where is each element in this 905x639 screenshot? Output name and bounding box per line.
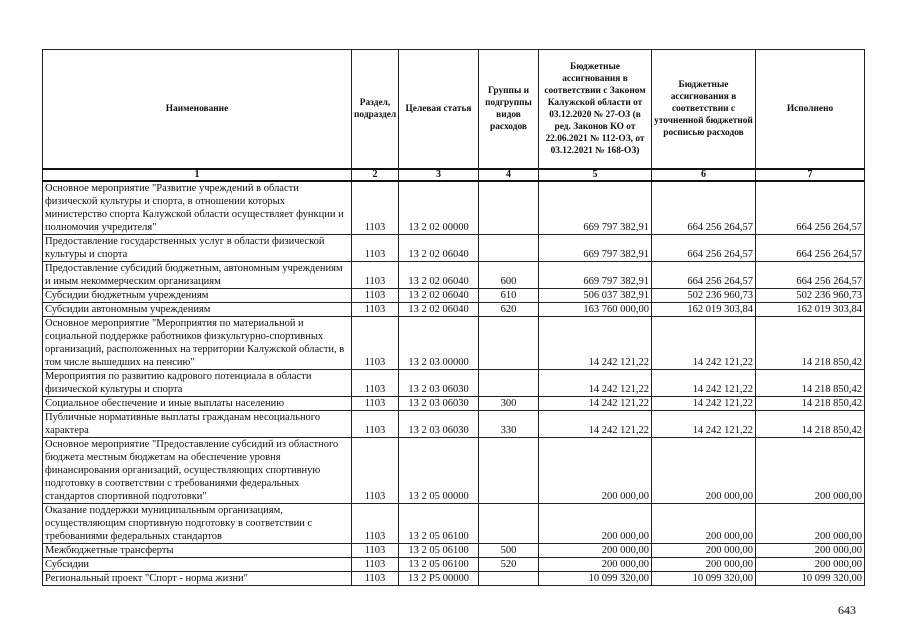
row-section: 1103 (352, 317, 399, 370)
row-law: 14 242 121,22 (539, 411, 652, 438)
table-row (43, 262, 865, 289)
row-group (479, 370, 539, 397)
row-group (479, 572, 539, 586)
table-row (43, 181, 865, 235)
row-group (479, 235, 539, 262)
row-target: 13 2 05 06100 (399, 558, 479, 572)
row-refined: 200 000,00 (652, 544, 756, 558)
row-executed: 200 000,00 (756, 438, 865, 504)
row-section: 1103 (352, 262, 399, 289)
row-group: 500 (479, 544, 539, 558)
row-target: 13 2 P5 00000 (399, 572, 479, 586)
row-name: Оказание поддержки муниципальным организациям, осуществляющим спортивную подготовку в соответствии с требованиями федеральных стандартов (43, 504, 352, 544)
row-target: 13 2 03 06030 (399, 397, 479, 411)
row-name: Основное мероприятие "Мероприятия по материальной и социальной поддержке работников физкультурно-спортивных организаций, расположенных на территории Калужской области, в том числе вышедших на пенсию" (43, 317, 352, 370)
header-section: Раздел, подраздел (352, 50, 399, 170)
row-group: 300 (479, 397, 539, 411)
row-group: 600 (479, 262, 539, 289)
table-row (43, 504, 865, 544)
row-executed: 200 000,00 (756, 558, 865, 572)
row-executed: 200 000,00 (756, 504, 865, 544)
row-target: 13 2 02 06040 (399, 303, 479, 317)
row-law: 200 000,00 (539, 504, 652, 544)
row-target: 13 2 05 06100 (399, 544, 479, 558)
row-name: Мероприятия по развитию кадрового потенциала в области физической культуры и спорта (43, 370, 352, 397)
page-number: 643 (838, 603, 856, 617)
row-refined: 200 000,00 (652, 558, 756, 572)
table-row (43, 397, 865, 411)
row-law: 14 242 121,22 (539, 317, 652, 370)
row-name: Основное мероприятие "Предоставление субсидий из областного бюджета местным бюджетам на обеспечение уровня финансирования организаций, осуществляющих спортивную подготовку в соответствии с требованиями федеральных стандартов спортивной подготовки" (43, 438, 352, 504)
row-executed: 10 099 320,00 (756, 572, 865, 586)
column-number: 2 (352, 169, 399, 181)
row-name: Субсидии (43, 558, 352, 572)
row-name: Социальное обеспечение и иные выплаты населению (43, 397, 352, 411)
column-number: 1 (43, 169, 352, 181)
row-name: Межбюджетные трансферты (43, 544, 352, 558)
table-row (43, 438, 865, 504)
table-row (43, 303, 865, 317)
row-law: 10 099 320,00 (539, 572, 652, 586)
column-number: 7 (756, 169, 865, 181)
row-executed: 14 218 850,42 (756, 317, 865, 370)
table-row (43, 370, 865, 397)
row-law: 669 797 382,91 (539, 235, 652, 262)
header-name: Наименование (43, 50, 352, 170)
row-target: 13 2 03 06030 (399, 411, 479, 438)
row-group: 610 (479, 289, 539, 303)
row-group (479, 181, 539, 235)
row-target: 13 2 05 00000 (399, 438, 479, 504)
row-name: Основное мероприятие "Развитие учреждений в области физической культуры и спорта, в отношении которых министерство спорта Калужской области осуществляет функции и полномочия учредителя" (43, 181, 352, 235)
table-row (43, 544, 865, 558)
row-section: 1103 (352, 558, 399, 572)
table-body (43, 181, 865, 586)
row-section: 1103 (352, 181, 399, 235)
header-refined: Бюджетные ассигнования в соответствии с уточненной бюджетной росписью расходов (652, 50, 756, 170)
row-refined: 664 256 264,57 (652, 181, 756, 235)
row-name: Предоставление субсидий бюджетным, автономным учреждениям и иным некоммерческим организациям (43, 262, 352, 289)
row-group (479, 438, 539, 504)
row-refined: 14 242 121,22 (652, 411, 756, 438)
row-law: 200 000,00 (539, 544, 652, 558)
table-row (43, 235, 865, 262)
header-target: Целевая статья (399, 50, 479, 170)
row-target: 13 2 03 00000 (399, 317, 479, 370)
row-executed: 664 256 264,57 (756, 181, 865, 235)
table-row (43, 558, 865, 572)
row-refined: 14 242 121,22 (652, 317, 756, 370)
column-number-row (43, 169, 865, 181)
row-group: 520 (479, 558, 539, 572)
row-target: 13 2 03 06030 (399, 370, 479, 397)
row-section: 1103 (352, 397, 399, 411)
row-law: 14 242 121,22 (539, 397, 652, 411)
budget-table (42, 49, 865, 586)
row-target: 13 2 02 06040 (399, 262, 479, 289)
row-group (479, 317, 539, 370)
row-target: 13 2 05 06100 (399, 504, 479, 544)
row-executed: 200 000,00 (756, 544, 865, 558)
row-refined: 162 019 303,84 (652, 303, 756, 317)
row-section: 1103 (352, 438, 399, 504)
row-refined: 664 256 264,57 (652, 262, 756, 289)
row-section: 1103 (352, 411, 399, 438)
row-refined: 502 236 960,73 (652, 289, 756, 303)
column-number: 4 (479, 169, 539, 181)
row-executed: 14 218 850,42 (756, 397, 865, 411)
row-target: 13 2 02 00000 (399, 181, 479, 235)
column-number: 3 (399, 169, 479, 181)
row-name: Субсидии бюджетным учреждениям (43, 289, 352, 303)
table-row (43, 572, 865, 586)
row-name: Региональный проект "Спорт - норма жизни" (43, 572, 352, 586)
row-name: Предоставление государственных услуг в области физической культуры и спорта (43, 235, 352, 262)
row-refined: 200 000,00 (652, 438, 756, 504)
row-section: 1103 (352, 235, 399, 262)
header-groups: Группы и подгруппы видов расходов (479, 50, 539, 170)
row-executed: 502 236 960,73 (756, 289, 865, 303)
row-law: 669 797 382,91 (539, 262, 652, 289)
row-section: 1103 (352, 572, 399, 586)
table-row (43, 289, 865, 303)
row-law: 200 000,00 (539, 438, 652, 504)
row-law: 14 242 121,22 (539, 370, 652, 397)
header-law: Бюджетные ассигнования в соответствии с Законом Калужской области от 03.12.2020 № 27-ОЗ (в ред. Законов КО от 22.06.2021 № 112-ОЗ, от 03.12.2021 № 168-ОЗ) (539, 50, 652, 170)
row-name: Публичные нормативные выплаты гражданам несоциального характера (43, 411, 352, 438)
table-row (43, 317, 865, 370)
row-refined: 664 256 264,57 (652, 235, 756, 262)
row-section: 1103 (352, 544, 399, 558)
column-number: 6 (652, 169, 756, 181)
header-executed: Исполнено (756, 50, 865, 170)
row-refined: 10 099 320,00 (652, 572, 756, 586)
column-number: 5 (539, 169, 652, 181)
row-law: 669 797 382,91 (539, 181, 652, 235)
row-executed: 14 218 850,42 (756, 370, 865, 397)
row-target: 13 2 02 06040 (399, 235, 479, 262)
row-name: Субсидии автономным учреждениям (43, 303, 352, 317)
row-executed: 664 256 264,57 (756, 235, 865, 262)
row-refined: 14 242 121,22 (652, 370, 756, 397)
row-law: 163 760 000,00 (539, 303, 652, 317)
row-group (479, 504, 539, 544)
row-refined: 14 242 121,22 (652, 397, 756, 411)
row-target: 13 2 02 06040 (399, 289, 479, 303)
row-executed: 162 019 303,84 (756, 303, 865, 317)
row-law: 506 037 382,91 (539, 289, 652, 303)
row-executed: 664 256 264,57 (756, 262, 865, 289)
row-group: 620 (479, 303, 539, 317)
row-group: 330 (479, 411, 539, 438)
row-section: 1103 (352, 504, 399, 544)
row-section: 1103 (352, 289, 399, 303)
row-section: 1103 (352, 303, 399, 317)
table-header (43, 50, 865, 182)
row-section: 1103 (352, 370, 399, 397)
row-law: 200 000,00 (539, 558, 652, 572)
row-executed: 14 218 850,42 (756, 411, 865, 438)
table-row (43, 411, 865, 438)
row-refined: 200 000,00 (652, 504, 756, 544)
